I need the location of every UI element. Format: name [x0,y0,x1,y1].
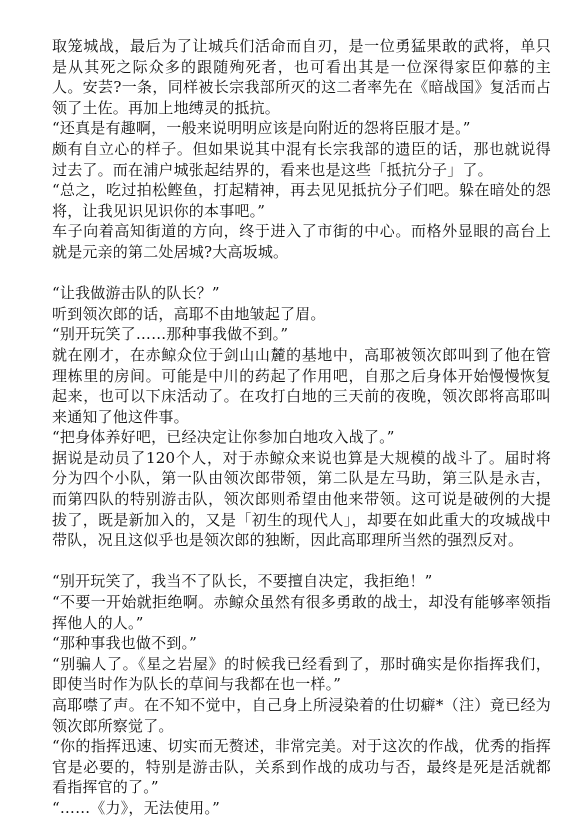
paragraph: 高耶噤了声。在不知不觉中，自己身上所浸染着的仕切癖*（注）竟已经为领次郎所察觉了。 [52,696,551,735]
paragraph: “还真是有趣啊，一般来说明明应该是向附近的怨将臣服才是。” [52,119,471,138]
paragraph: 取笼城战，最后为了让城兵们活命而自刃，是一位勇猛果敢的武将，单只是从其死之际众多的跟随殉死者，也可看出其是一位深得家臣仰慕的主人。安芸?一条，同样被长宗我部所灭的这二者率先在《暗战国》复活而占领了土佐。再加上地缚灵的抵抗。 [52,37,551,117]
paragraph: “别骗人了。《星之岩屋》的时候我已经看到了，那时确实是你指挥我们，即使当时作为队长的草间与我都在也一样。” [52,654,551,694]
paragraph: 车子向着高知街道的方向，终于进入了市街的中心。而格外显眼的高台上就是元亲的第二处居城?大高坂城。 [52,222,551,261]
paragraph: “……《力》，无法使用。” [52,798,220,817]
paragraph: 颇有自立心的样子。但如果说其中混有长宗我部的遗臣的话，那也就说得过去了。而在浦户城张起结界的，看来也是这些「抵抗分子」了。 [52,139,551,179]
paragraph: “总之，吃过拍松鲣鱼，打起精神，再去见见抵抗分子们吧。躲在暗处的怨将，让我见识见识你的本事吧。” [52,181,551,220]
paragraph: 据说是动员了120个人，对于赤鲸众来说也算是大规模的战斗了。届时将分为四个小队，第一队由领次郎带领，第二队是左马助，第三队是永吉，而第四队的特别游击队，领次郎则希望由他来带领。这可说是破例的大提拔了，既是新加入的，又是「初生的现代人」，却要在如此重大的攻城战中带队，况且这似乎也是领次郎的独断，因此高耶理所当然的强烈反对。 [52,448,551,550]
paragraph: “让我做游击队的队长？” [52,284,220,303]
paragraph: “别开玩笑了，我当不了队长，不要擅自决定，我拒绝！” [52,572,433,591]
paragraph: “把身体养好吧，已经决定让你参加白地攻入战了。” [52,428,395,447]
paragraph: “别开玩笑了……那种事我做不到。” [52,325,289,344]
paragraph: 听到领次郎的话，高耶不由地皱起了眉。 [52,304,326,323]
paragraph: 就在刚才，在赤鲸众位于剑山山麓的基地中，高耶被领次郎叫到了他在管理栋里的房间。可能是中川的药起了作用吧，自那之后身体开始慢慢恢复起来，也可以下床活动了。在攻打白地的三天前的夜晚，领次郎将高耶叫来通知了他这件事。 [52,345,551,426]
paragraph: “那种事我也做不到。” [52,634,198,653]
paragraph: “不要一开始就拒绝啊。赤鲸众虽然有很多勇敢的战士，却没有能够率领指挥他人的人。” [52,593,551,632]
section-break [52,551,551,572]
section-break [52,263,551,284]
paragraph: “你的指挥迅速、切实而无赘述，非常完美。对于这次的作战，优秀的指挥官是必要的，特别是游击队，关系到作战的成功与否，最终是死是活就都看指挥官的了。” [52,737,551,797]
